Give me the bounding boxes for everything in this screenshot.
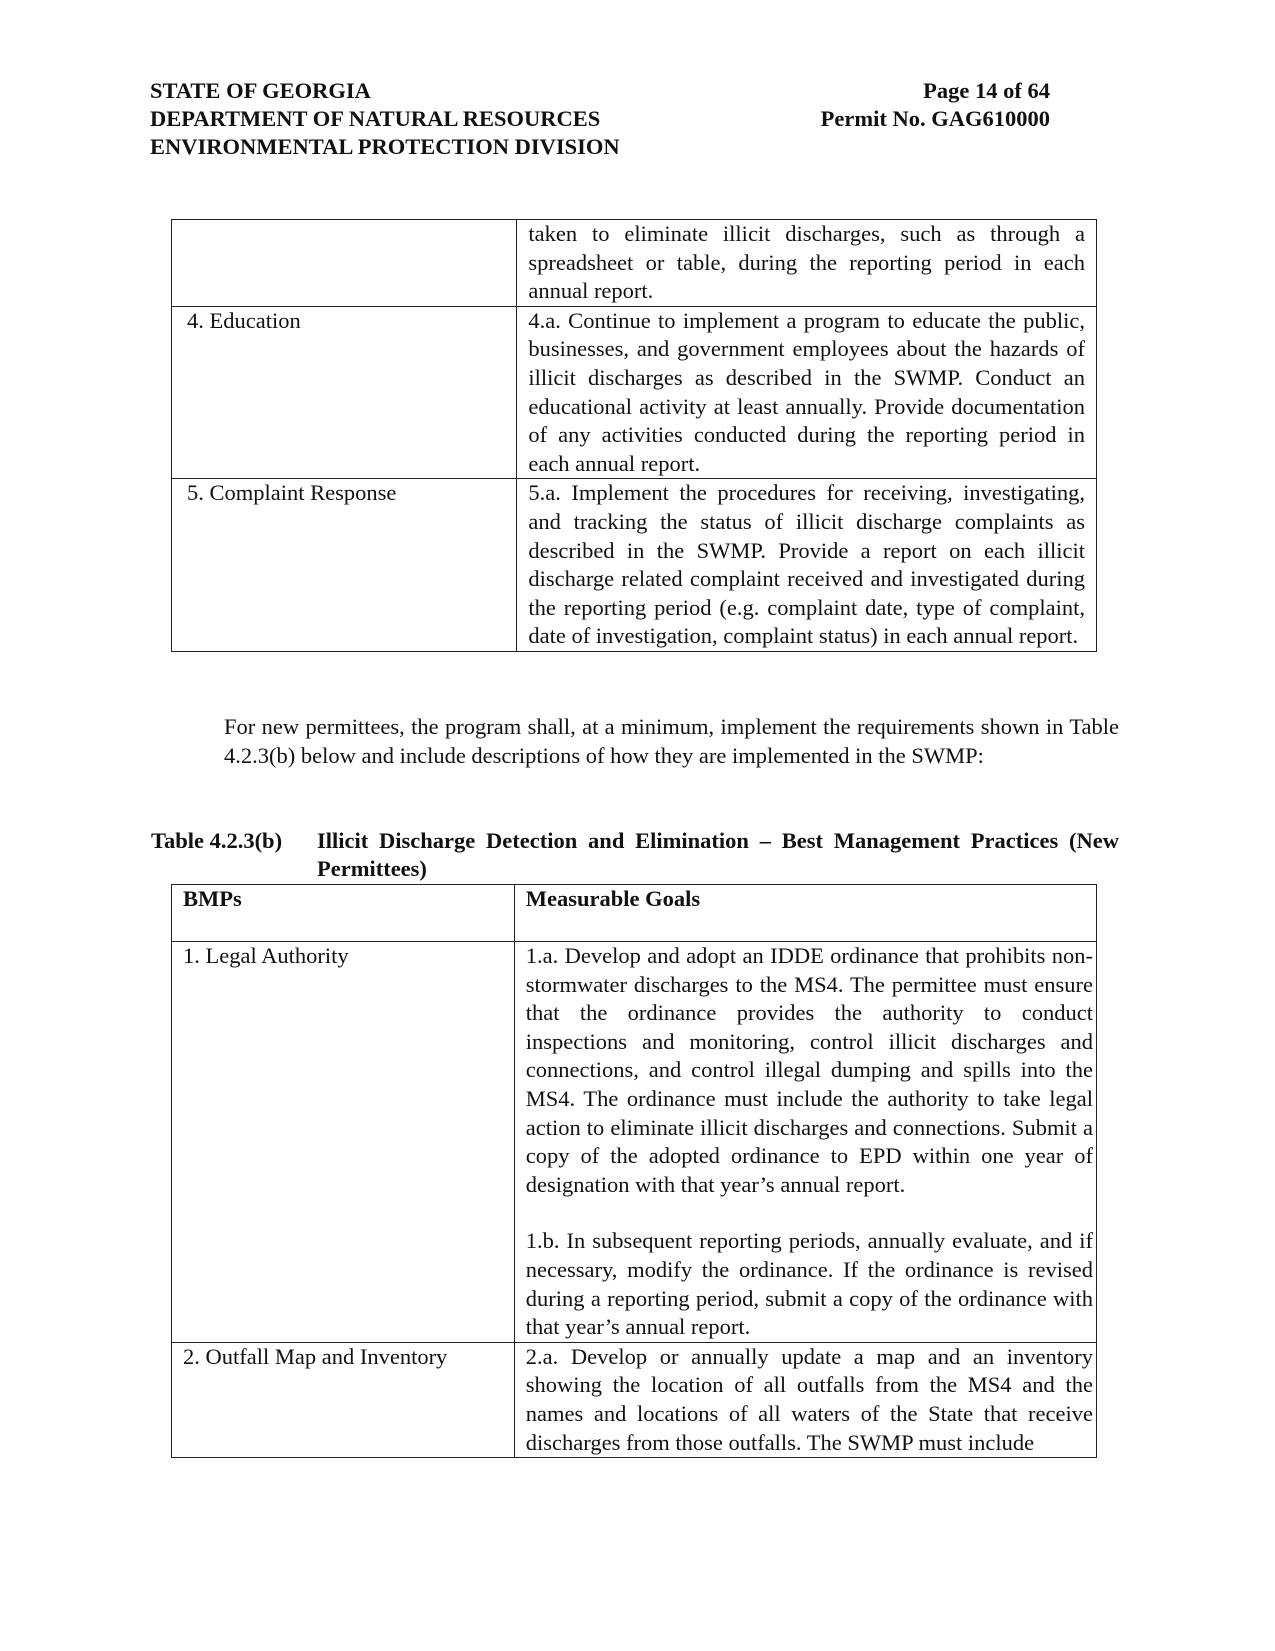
column-header-goals: Measurable Goals xyxy=(514,885,1096,942)
table-row xyxy=(172,479,1097,652)
goal-item: 1.b. In subsequent reporting periods, annually evaluate, and if necessary, modify the ordinance. If the ordinance is revised during a reporting period, submit a copy of the ordinance with that year’s annual report. xyxy=(525,1228,1093,1340)
page-number: Page 14 of 64 xyxy=(923,78,1050,103)
table-number: Table 4.2.3(b) xyxy=(151,828,283,853)
goal-cell: 2.a. Develop or annually update a map and an inventory showing the location of all outfalls from the MS4 and the names and locations of all waters of the State that receive discharges from those outfalls. The SWMP must include xyxy=(514,1342,1096,1457)
table-caption xyxy=(151,827,1119,883)
goal-cell: taken to eliminate illicit discharges, such as through a spreadsheet or table, during the reporting period in each annual report. xyxy=(517,220,1097,307)
bmp-cell: 1. Legal Authority xyxy=(172,942,515,1343)
table-row xyxy=(172,1342,1097,1457)
column-header-bmps: BMPs xyxy=(172,885,515,942)
table-title: Illicit Discharge Detection and Elimination – Best Management Practices (New Permittees) xyxy=(317,828,1119,881)
goal-item: 1.a. Develop and adopt an IDDE ordinance that prohibits non-stormwater discharges to the MS4. The permittee must ensure that the ordinance provides the authority to conduct inspections and monitoring, control illicit discharges and connections, and control illegal dumping and spills into the MS4. The ordinance must include the authority to take legal action to eliminate illicit discharges and connections. Submit a copy of the adopted ordinance to EPD within one year of designation with that year’s annual report. xyxy=(525,943,1093,1197)
agency-division: ENVIRONMENTAL PROTECTION DIVISION xyxy=(150,134,620,159)
agency-state: STATE OF GEORGIA xyxy=(150,78,371,103)
table-row xyxy=(172,306,1097,479)
table-row xyxy=(172,942,1097,1343)
agency-block xyxy=(150,77,620,161)
bmp-cell: 2. Outfall Map and Inventory xyxy=(172,1342,515,1457)
bmp-table-new-permittees xyxy=(171,884,1097,1458)
table-header-row xyxy=(172,885,1097,942)
page-info-block xyxy=(794,77,1050,133)
bmp-cell: 4. Education xyxy=(172,306,517,479)
goal-cell xyxy=(514,942,1096,1343)
bmp-cell xyxy=(172,220,517,307)
goal-cell: 4.a. Continue to implement a program to educate the public, businesses, and government employees about the hazards of illicit discharges as described in the SWMP. Conduct an educational activity at least annually. Provide documentation of any activities conducted during the reporting period in each annual report. xyxy=(517,306,1097,479)
goal-cell: 5.a. Implement the procedures for receiving, investigating, and tracking the status of illicit discharge complaints as described in the SWMP. Provide a report on each illicit discharge related complaint received and investigated during the reporting period (e.g. complaint date, type of complaint, date of investigation, complaint status) in each annual report. xyxy=(517,479,1097,652)
spacer xyxy=(526,1199,1093,1227)
body-paragraph: For new permittees, the program shall, at a minimum, implement the requirements shown in Table 4.2.3(b) below and include descriptions of how they are implemented in the SWMP: xyxy=(224,714,1119,768)
permit-number: Permit No. GAG610000 xyxy=(820,106,1050,131)
bmp-cell: 5. Complaint Response xyxy=(172,479,517,652)
bmp-table-continued xyxy=(171,219,1097,652)
agency-department: DEPARTMENT OF NATURAL RESOURCES xyxy=(150,106,601,131)
table-row xyxy=(172,220,1097,307)
